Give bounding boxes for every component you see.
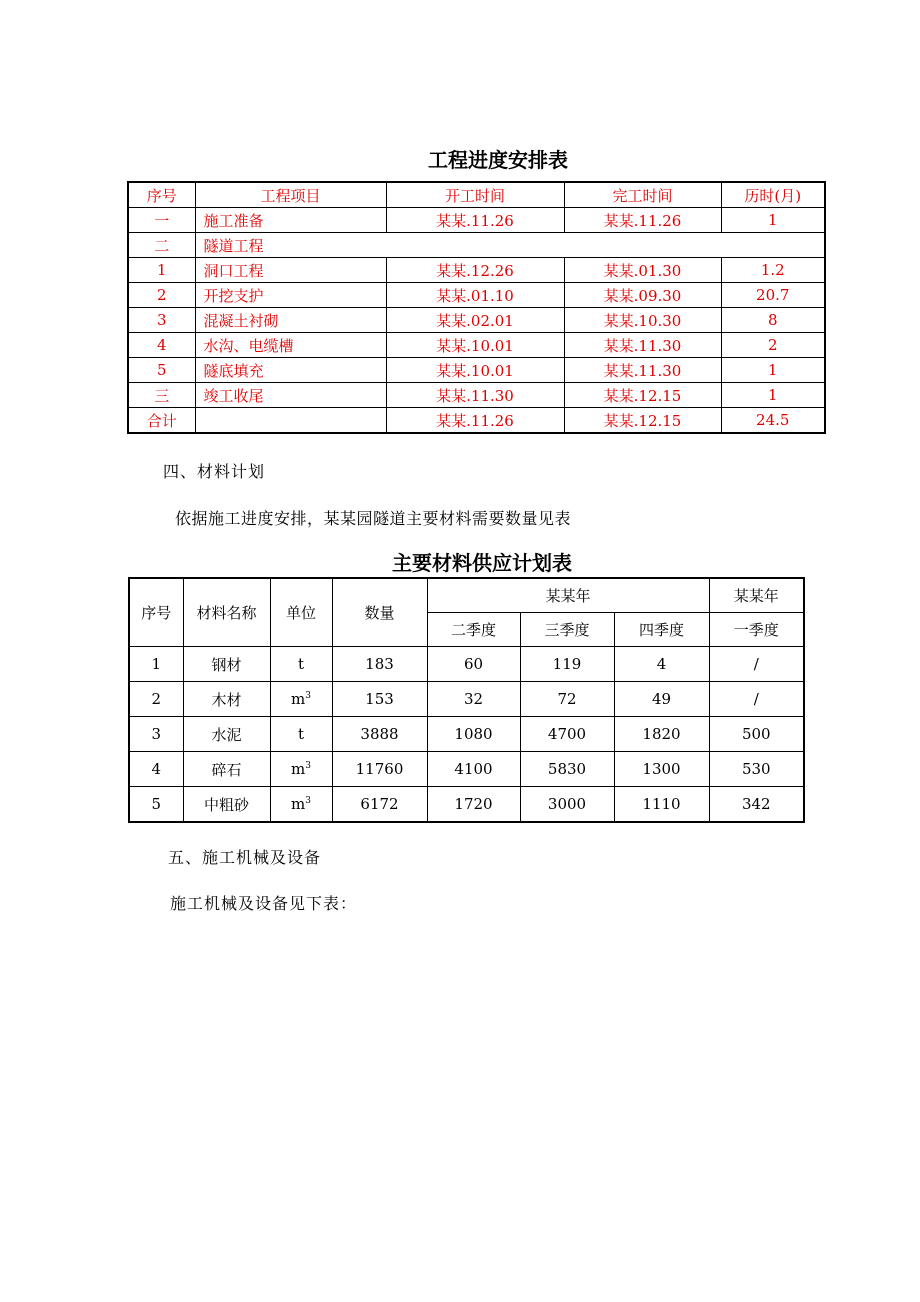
table-row (129, 717, 804, 752)
row-end: 某某.11.30 (564, 358, 721, 383)
row-start: 某某.11.26 (386, 408, 564, 434)
row-qty: 6172 (332, 787, 427, 823)
row-end: 某某.12.15 (564, 408, 721, 434)
row-item (195, 408, 386, 434)
row-q3: 119 (520, 647, 614, 682)
row-q2: 1720 (427, 787, 520, 823)
row-no: 二 (128, 233, 195, 258)
row-no: 4 (128, 333, 195, 358)
row-name: 钢材 (183, 647, 270, 682)
table-row (129, 752, 804, 787)
row-months: 24.5 (721, 408, 825, 434)
row-item: 混凝土衬砌 (195, 308, 386, 333)
table-row (129, 787, 804, 823)
row-q2: 60 (427, 647, 520, 682)
row-q3: 5830 (520, 752, 614, 787)
row-name: 木材 (183, 682, 270, 717)
row-end: 某某.11.26 (564, 208, 721, 233)
header-cell: 序号 (129, 578, 183, 647)
row-q1: / (709, 682, 804, 717)
row-start: 某某.01.10 (386, 283, 564, 308)
row-unit: t (270, 717, 332, 752)
row-no: 三 (128, 383, 195, 408)
row-qty: 3888 (332, 717, 427, 752)
header-cell: 二季度 (427, 613, 520, 647)
header-cell: 某某年 (427, 578, 709, 613)
row-months: 8 (721, 308, 825, 333)
section5-text: 施工机械及设备见下表： (170, 894, 358, 913)
materials-header-row-1 (129, 578, 804, 613)
row-end: 某某.09.30 (564, 283, 721, 308)
row-item: 隧底填充 (195, 358, 386, 383)
row-months: 20.7 (721, 283, 825, 308)
table-row (128, 258, 825, 283)
table-row-total (128, 408, 825, 434)
header-cell: 完工时间 (564, 182, 721, 208)
table-row (128, 283, 825, 308)
row-start: 某某.12.26 (386, 258, 564, 283)
row-start: 某某.11.26 (386, 208, 564, 233)
row-name: 碎石 (183, 752, 270, 787)
row-q1: 342 (709, 787, 804, 823)
row-no: 3 (128, 308, 195, 333)
schedule-table (127, 181, 826, 434)
table-row (128, 358, 825, 383)
schedule-header-row (128, 182, 825, 208)
row-item: 洞口工程 (195, 258, 386, 283)
row-q3: 72 (520, 682, 614, 717)
header-cell: 数量 (332, 578, 427, 647)
row-months: 1 (721, 208, 825, 233)
row-no: 2 (129, 682, 183, 717)
row-unit: t (270, 647, 332, 682)
row-no: 1 (128, 258, 195, 283)
row-q4: 1110 (614, 787, 709, 823)
row-no: 合计 (128, 408, 195, 434)
table-row (128, 233, 825, 258)
row-months: 2 (721, 333, 825, 358)
materials-title: 主要材料供应计划表 (392, 551, 572, 575)
row-qty: 153 (332, 682, 427, 717)
section4-heading: 四、材料计划 (163, 462, 266, 481)
table-row (128, 208, 825, 233)
row-no: 5 (129, 787, 183, 823)
row-qty: 183 (332, 647, 427, 682)
row-end: 某某.12.15 (564, 383, 721, 408)
table-row (129, 682, 804, 717)
row-item: 水沟、电缆槽 (195, 333, 386, 358)
section5-heading: 五、施工机械及设备 (168, 848, 322, 867)
row-start: 某某.11.30 (386, 383, 564, 408)
row-no: 1 (129, 647, 183, 682)
row-name: 中粗砂 (183, 787, 270, 823)
row-qty: 11760 (332, 752, 427, 787)
row-q2: 4100 (427, 752, 520, 787)
schedule-title: 工程进度安排表 (428, 148, 568, 172)
header-cell: 开工时间 (386, 182, 564, 208)
materials-table (128, 577, 805, 823)
row-item: 竣工收尾 (195, 383, 386, 408)
row-item: 施工准备 (195, 208, 386, 233)
row-unit: $m^3$ (270, 682, 332, 717)
row-q2: 1080 (427, 717, 520, 752)
table-row (129, 647, 804, 682)
row-q1: 500 (709, 717, 804, 752)
row-q4: 4 (614, 647, 709, 682)
row-q4: 49 (614, 682, 709, 717)
row-start: 某某.10.01 (386, 358, 564, 383)
row-q1: / (709, 647, 804, 682)
header-cell: 材料名称 (183, 578, 270, 647)
row-months: 1 (721, 358, 825, 383)
row-q3: 4700 (520, 717, 614, 752)
row-end: 某某.10.30 (564, 308, 721, 333)
header-cell: 一季度 (709, 613, 804, 647)
row-q4: 1300 (614, 752, 709, 787)
row-months: 1 (721, 383, 825, 408)
row-end: 某某.01.30 (564, 258, 721, 283)
table-row (128, 333, 825, 358)
row-name: 水泥 (183, 717, 270, 752)
header-cell: 历时(月) (721, 182, 825, 208)
table-row (128, 308, 825, 333)
row-unit: $m^3$ (270, 787, 332, 823)
header-cell: 序号 (128, 182, 195, 208)
row-no: 一 (128, 208, 195, 233)
row-no: 2 (128, 283, 195, 308)
row-no: 5 (128, 358, 195, 383)
row-q3: 3000 (520, 787, 614, 823)
row-item: 隧道工程 (195, 233, 825, 258)
header-cell: 工程项目 (195, 182, 386, 208)
row-item: 开挖支护 (195, 283, 386, 308)
header-cell: 某某年 (709, 578, 804, 613)
section4-text: 依据施工进度安排，某某园隧道主要材料需要数量见表 (175, 509, 572, 528)
row-q2: 32 (427, 682, 520, 717)
row-start: 某某.10.01 (386, 333, 564, 358)
row-unit: $m^3$ (270, 752, 332, 787)
header-cell: 四季度 (614, 613, 709, 647)
row-end: 某某.11.30 (564, 333, 721, 358)
header-cell: 三季度 (520, 613, 614, 647)
row-no: 4 (129, 752, 183, 787)
header-cell: 单位 (270, 578, 332, 647)
table-row (128, 383, 825, 408)
row-q1: 530 (709, 752, 804, 787)
row-no: 3 (129, 717, 183, 752)
row-months: 1.2 (721, 258, 825, 283)
row-q4: 1820 (614, 717, 709, 752)
row-start: 某某.02.01 (386, 308, 564, 333)
